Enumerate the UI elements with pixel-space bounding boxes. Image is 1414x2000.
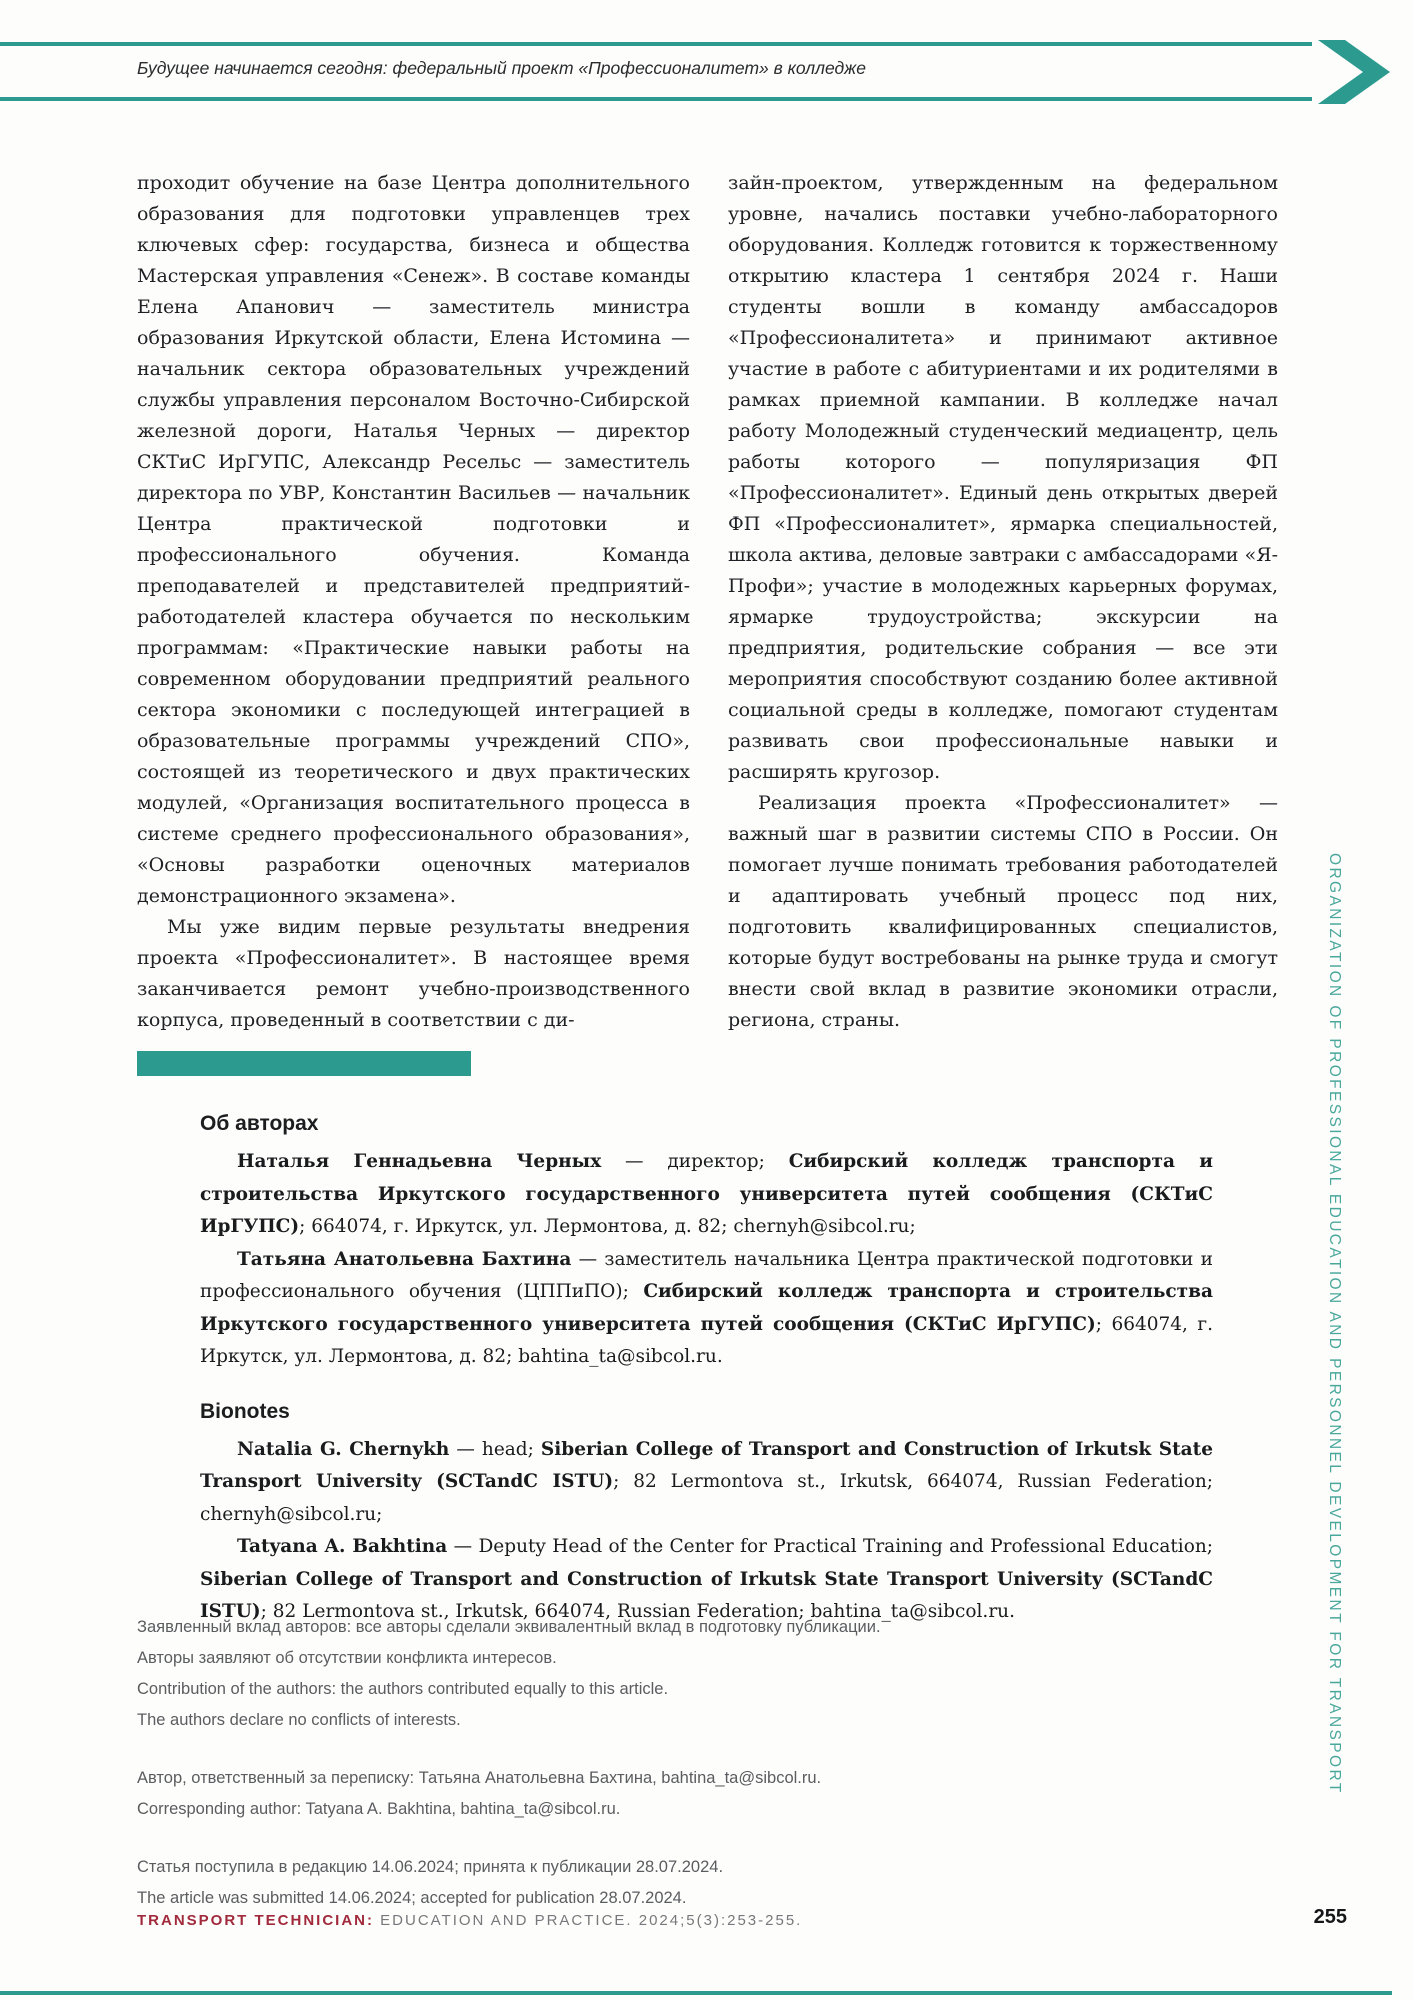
note-line: Contribution of the authors: the authors contributed equally to this article. xyxy=(137,1680,669,1698)
section-vertical-label: ORGANIZATION OF PROFESSIONAL EDUCATION AND PERSONNEL DEVELOPMENT FOR TRANSPORT xyxy=(1326,853,1343,1795)
section-divider-bar xyxy=(137,1051,471,1076)
journal-title: TRANSPORT TECHNICIAN: xyxy=(137,1912,374,1929)
notes-block xyxy=(137,1612,1247,1941)
chevron-right-icon xyxy=(1318,39,1392,105)
article-paragraph: Мы уже видим первые результаты внедрения проекта «Профессионалитет». В настоящее время заканчивается ремонт учебно-производственного корпуса, проведенный в соответствии с ди- xyxy=(137,916,690,1031)
footer-rule xyxy=(0,1991,1392,1995)
note-line: Статья поступила в редакцию 14.06.2024; принята к публикации 28.07.2024. xyxy=(137,1858,724,1876)
note-line: The authors declare no conflicts of interests. xyxy=(137,1711,461,1729)
journal-footer xyxy=(137,1912,802,1929)
article-body xyxy=(137,168,1278,1036)
note-line: Автор, ответственный за переписку: Татьяна Анатольевна Бахтина, bahtina_ta@sibcol.ru. xyxy=(137,1769,822,1787)
author-bio-ru: Татьяна Анатольевна Бахтина — заместитель начальника Центра практической подготовки и профессионального обучения (ЦППиПО); Сибирский колледж транспорта и строительства Иркутского государственного университета путей сообщения (СКТиС ИрГУПС); 664074, г. Иркутск, ул. Лермонтова, д. 82; bahtina_ta@sibcol.ru. xyxy=(200,1248,1213,1367)
header-top-rule xyxy=(0,42,1312,46)
article-column-left xyxy=(137,168,690,1036)
author-bio-en: Natalia G. Chernykh — head; Siberian College of Transport and Construction of Irkutsk State Transport University (SCTandC ISTU); 82 Lermontova st., Irkutsk, 664074, Russian Federation; chernyh@sibcol.ru; xyxy=(200,1438,1213,1525)
submission-dates-statement xyxy=(137,1852,1247,1914)
about-authors-heading: Об авторах xyxy=(200,1112,319,1135)
page-number: 255 xyxy=(1313,1906,1347,1928)
note-line: Заявленный вклад авторов: все авторы сделали эквивалентный вклад в подготовку публикации. xyxy=(137,1618,881,1636)
author-bio-en: Tatyana A. Bakhtina — Deputy Head of the Center for Practical Training and Professional Education; Siberian College of Transport and Construction of Irkutsk State Transport University (SCTandC ISTU); 82 Lermontova st., Irkutsk, 664074, Russian Federation; bahtina_ta@sibcol.ru. xyxy=(200,1536,1213,1622)
header-bottom-rule xyxy=(0,97,1312,101)
author-bio-ru: Наталья Геннадьевна Черных — директор; Сибирский колледж транспорта и строительства Иркутского государственного университета путей сообщения (СКТиС ИрГУПС); 664074, г. Иркутск, ул. Лермонтова, д. 82; chernyh@sibcol.ru; xyxy=(200,1151,1214,1237)
bionotes-heading: Bionotes xyxy=(200,1399,290,1423)
article-paragraph: Реализация проекта «Профессионалитет» — важный шаг в развитии системы СПО в России. Он помогает лучше понимать требования работодателей и адаптировать учебный процесс под них, подготовить квалифицированных специалистов, которые будут востребованы на рынке труда и смогут внести свой вклад в развитие экономики отрасли, региона, страны. xyxy=(728,792,1278,1031)
corresponding-author-statement xyxy=(137,1763,1247,1825)
note-line: The article was submitted 14.06.2024; accepted for publication 28.07.2024. xyxy=(137,1889,687,1907)
journal-citation: EDUCATION AND PRACTICE. 2024;5(3):253-255. xyxy=(374,1912,803,1929)
contribution-statement xyxy=(137,1612,1247,1736)
note-line: Авторы заявляют об отсутствии конфликта интересов. xyxy=(137,1649,557,1667)
authors-block xyxy=(200,1112,1213,1629)
article-column-right xyxy=(728,168,1278,1036)
article-paragraph: зайн-проектом, утвержденным на федеральном уровне, начались поставки учебно-лабораторного оборудования. Колледж готовится к торжественному открытию кластера 1 сентября 2024 г. Наши студенты вошли в команду амбассадоров «Профессионалитета» и принимают активное участие в работе с абитуриентами и их родителями в рамках приемной кампании. В колледже начал работу Молодежный студенческий медиацентр, цель работы которого — популяризация ФП «Профессионалитет». Единый день открытых дверей ФП «Профессионалитет», ярмарка специальностей, школа актива, деловые завтраки с амбассадорами «Я-Профи»; участие в молодежных карьерных форумах, ярмарке трудоустройства; экскурсии на предприятия, родительские собрания — все эти мероприятия способствуют созданию более активной социальной среды в колледже, помогают студентам развивать свои профессиональные навыки и расширять кругозор. xyxy=(728,172,1278,783)
running-title: Будущее начинается сегодня: федеральный проект «Профессионалитет» в колледже xyxy=(137,58,866,78)
article-paragraph: проходит обучение на базе Центра дополнительного образования для подготовки управленцев трех ключевых сфер: государства, бизнеса и общества Мастерская управления «Сенеж». В составе команды Елена Апанович — заместитель министра образования Иркутской области, Елена Истомина — начальник сектора образовательных учреждений службы управления персоналом Восточно-Сибирской железной дороги, Наталья Черных — директор СКТиС ИрГУПС, Александр Ресельс — заместитель директора по УВР, Константин Васильев — начальник Центра практической подготовки и профессионального обучения. Команда преподавателей и представителей предприятий-работодателей кластера обучается по нескольким программам: «Практические навыки работы на современном оборудовании предприятий реального сектора экономики с последующей интеграцией в образовательные программы учреждений СПО», состоящей из теоретического и двух практических модулей, «Организация воспитательного процесса в системе среднего профессионального образования», «Основы разработки оценочных материалов демонстрационного экзамена». xyxy=(137,172,690,907)
note-line: Corresponding author: Tatyana A. Bakhtina, bahtina_ta@sibcol.ru. xyxy=(137,1800,621,1818)
